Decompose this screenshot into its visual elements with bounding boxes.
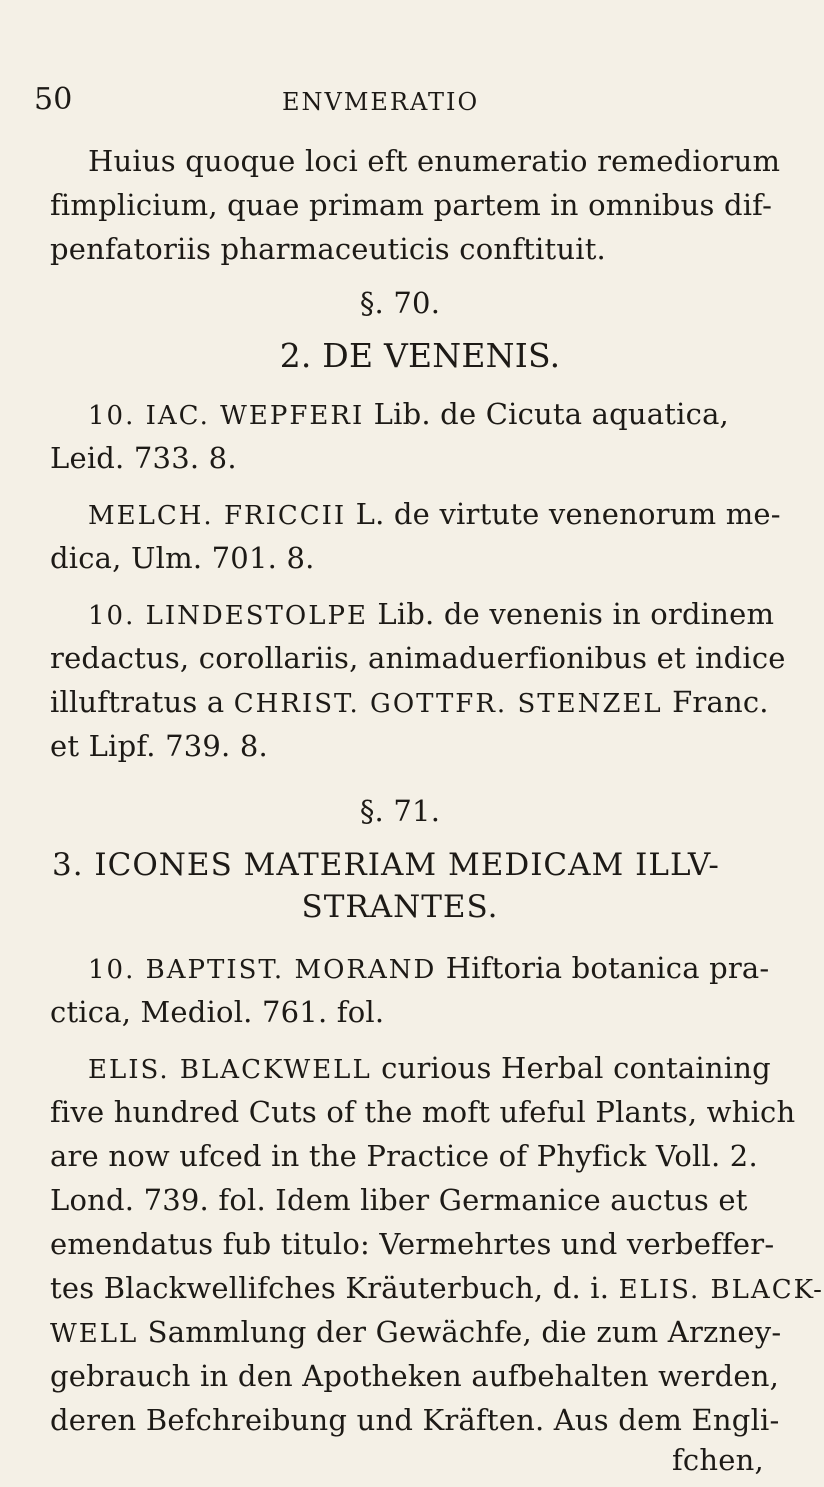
section-heading: 3. ICONES MATERIAM MEDICAM ILLV- [52, 847, 720, 883]
bib-entry-line: illuftratus a CHRIST. GOTTFR. STENZEL Franc. [50, 685, 769, 719]
bib-entry-line: ELIS. BLACKWELL curious Herbal containing [88, 1051, 771, 1085]
bib-entry-line: Lond. 739. fol. Idem liber Germanice auctus et [50, 1183, 748, 1217]
catchword: fchen, [672, 1443, 764, 1477]
bib-entry-line: deren Befchreibung und Kräften. Aus dem Engli- [50, 1403, 780, 1437]
bib-entry-line: tes Blackwellifches Kräuterbuch, d. i. ELIS. BLACK- [50, 1271, 824, 1305]
intro-line: fimplicium, quae primam partem in omnibus dif- [50, 188, 773, 222]
page-number: 50 [34, 82, 73, 117]
author-name: 10. LINDESTOLPE [88, 601, 368, 631]
author-name: WELL [50, 1319, 139, 1349]
bib-entry-line: five hundred Cuts of the moft ufeful Plants, which [50, 1095, 796, 1129]
bib-entry-line: 10. LINDESTOLPE Lib. de venenis in ordinem [88, 597, 775, 631]
bib-entry-line: redactus, corollariis, animaduerfionibus et indice [50, 641, 786, 675]
intro-line: penfatoriis pharmaceuticis conftituit. [50, 232, 606, 266]
bib-entry-line: 10. IAC. WEPFERI Lib. de Cicuta aquatica, [88, 397, 729, 431]
bib-entry-line: et Lipf. 739. 8. [50, 729, 268, 763]
author-name: 10. IAC. WEPFERI [88, 401, 365, 431]
editor-name: CHRIST. GOTTFR. STENZEL [233, 689, 663, 719]
paragraph-number: §. 70. [359, 286, 441, 320]
intro-line: Huius quoque loci eft enumeratio remediorum [88, 144, 781, 178]
bib-entry-line: gebrauch in den Apotheken aufbehalten werden, [50, 1359, 779, 1393]
author-name: MELCH. FRICCII [88, 501, 347, 531]
bib-entry-line: 10. BAPTIST. MORAND Hiftoria botanica pra- [88, 951, 770, 985]
bib-entry-line: MELCH. FRICCII L. de virtute venenorum me- [88, 497, 781, 531]
author-name: ELIS. BLACK- [618, 1275, 824, 1305]
section-heading-continued: STRANTES. [301, 889, 499, 925]
bib-entry-line: WELL Sammlung der Gewächfe, die zum Arzney- [50, 1315, 782, 1349]
running-title: ENVMERATIO [282, 88, 480, 116]
bib-entry-line: are now ufced in the Practice of Phyfick Voll. 2. [50, 1139, 758, 1173]
section-heading: 2. DE VENENIS. [279, 336, 561, 375]
bib-entry-line: ctica, Mediol. 761. fol. [50, 995, 385, 1029]
author-name: 10. BAPTIST. MORAND [88, 955, 437, 985]
bib-entry-line: Leid. 733. 8. [50, 441, 237, 475]
bib-entry-line: dica, Ulm. 701. 8. [50, 541, 315, 575]
author-name: ELIS. BLACKWELL [88, 1055, 372, 1085]
paragraph-number: §. 71. [359, 794, 441, 828]
bib-entry-line: emendatus fub titulo: Vermehrtes und verbeffer- [50, 1227, 775, 1261]
